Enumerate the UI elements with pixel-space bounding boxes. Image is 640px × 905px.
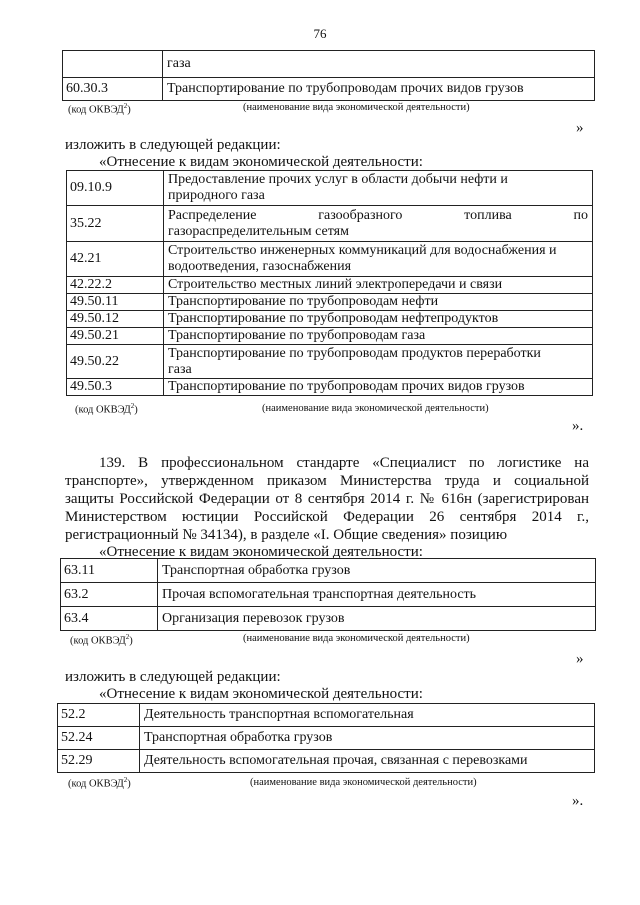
- okved-name: Транспортирование по трубопроводам нефти: [164, 294, 593, 311]
- okved-name: Распределение газообразного топлива по газораспределительным сетям: [164, 206, 593, 242]
- table-row: [67, 206, 593, 242]
- table-row: [58, 727, 595, 750]
- code-caption: (код ОКВЭД$^2$): [70, 633, 133, 647]
- okved-code: 42.22.2: [67, 277, 164, 294]
- okved-name: Транспортирование по трубопроводам нефтепродуктов: [164, 311, 593, 328]
- okved-table-old-2: [60, 558, 596, 631]
- okved-code: 49.50.11: [67, 294, 164, 311]
- okved-name: Предоставление прочих услуг в области добычи нефти и природного газа: [164, 171, 593, 206]
- table-row: [67, 328, 593, 345]
- quote-close: »: [576, 120, 584, 136]
- okved-code: 49.50.21: [67, 328, 164, 345]
- okved-name: Строительство инженерных коммуникаций для водоснабжения и водоотведения, газоснабжения: [164, 242, 593, 277]
- table-row: [67, 294, 593, 311]
- table-row: [67, 345, 593, 379]
- table-row: [67, 171, 593, 206]
- paragraph-139: 139. В профессиональном стандарте «Специалист по логистике на транспорте», утвержденном приказом Министерства труда и социальной защиты Российской Федерации от 8 сентября 2014 г. № 616н (зарегистрирован Министерством юстиции Российской Федерации 26 сентября 2014 г., регистрационный № 34134), в разделе «I. Общие сведения» позицию: [65, 455, 589, 543]
- okved-code: 49.50.22: [67, 345, 164, 379]
- okved-name: Транспортная обработка грузов: [158, 559, 596, 583]
- name-caption: (наименование вида экономической деятельности): [250, 777, 477, 788]
- okved-code: 42.21: [67, 242, 164, 277]
- table-row: [67, 277, 593, 294]
- table-row: [67, 311, 593, 328]
- okved-name: Транспортная обработка грузов: [140, 727, 595, 750]
- table-row: [63, 78, 595, 101]
- okved-name: Строительство местных линий электропередачи и связи: [164, 277, 593, 294]
- name-caption: (наименование вида экономической деятельности): [262, 403, 489, 414]
- code-caption: (код ОКВЭД$^2$): [68, 102, 131, 116]
- relation-heading: «Отнесение к видам экономической деятельности:: [99, 154, 423, 170]
- table-row: [61, 607, 596, 631]
- table-row: [63, 51, 595, 78]
- table-row: [58, 750, 595, 773]
- table-row: [67, 379, 593, 396]
- okved-table-new-2: [57, 703, 595, 773]
- okved-name: Транспортирование по трубопроводам газа: [164, 328, 593, 345]
- okved-code: 49.50.3: [67, 379, 164, 396]
- quote-close: ».: [572, 418, 584, 434]
- okved-code: 49.50.12: [67, 311, 164, 328]
- replace-heading: изложить в следующей редакции:: [65, 137, 281, 153]
- okved-code: 52.29: [58, 750, 140, 773]
- okved-code: 52.2: [58, 704, 140, 727]
- name-caption: (наименование вида экономической деятельности): [243, 633, 470, 644]
- okved-code: 09.10.9: [67, 171, 164, 206]
- okved-name: Организация перевозок грузов: [158, 607, 596, 631]
- okved-code: 63.2: [61, 583, 158, 607]
- code-caption: (код ОКВЭД$^2$): [68, 776, 131, 790]
- code-caption: (код ОКВЭД$^2$): [75, 402, 138, 416]
- replace-heading: изложить в следующей редакции:: [65, 669, 281, 685]
- okved-name: Деятельность вспомогательная прочая, связанная с перевозками: [140, 750, 595, 773]
- relation-heading: «Отнесение к видам экономической деятельности:: [99, 544, 423, 560]
- okved-name: Деятельность транспортная вспомогательная: [140, 704, 595, 727]
- name-caption: (наименование вида экономической деятельности): [243, 102, 470, 113]
- okved-name: Транспортирование по трубопроводам прочих видов грузов: [164, 379, 593, 396]
- okved-code: 60.30.3: [63, 78, 163, 101]
- relation-heading: «Отнесение к видам экономической деятельности:: [99, 686, 423, 702]
- okved-table-top: [62, 50, 595, 101]
- okved-code: 52.24: [58, 727, 140, 750]
- okved-code: 63.4: [61, 607, 158, 631]
- table-row: [61, 583, 596, 607]
- okved-table-new-1: [66, 170, 593, 396]
- okved-code: [63, 51, 163, 78]
- page-number: 76: [313, 26, 327, 41]
- quote-close: »: [576, 651, 584, 667]
- okved-name: газа: [163, 51, 595, 78]
- table-row: [58, 704, 595, 727]
- okved-name: Транспортирование по трубопроводам прочих видов грузов: [163, 78, 595, 101]
- okved-code: 35.22: [67, 206, 164, 242]
- table-row: [61, 559, 596, 583]
- okved-name: Транспортирование по трубопроводам продуктов переработки газа: [164, 345, 593, 379]
- table-row: [67, 242, 593, 277]
- okved-name: Прочая вспомогательная транспортная деятельность: [158, 583, 596, 607]
- okved-code: 63.11: [61, 559, 158, 583]
- quote-close: ».: [572, 793, 584, 809]
